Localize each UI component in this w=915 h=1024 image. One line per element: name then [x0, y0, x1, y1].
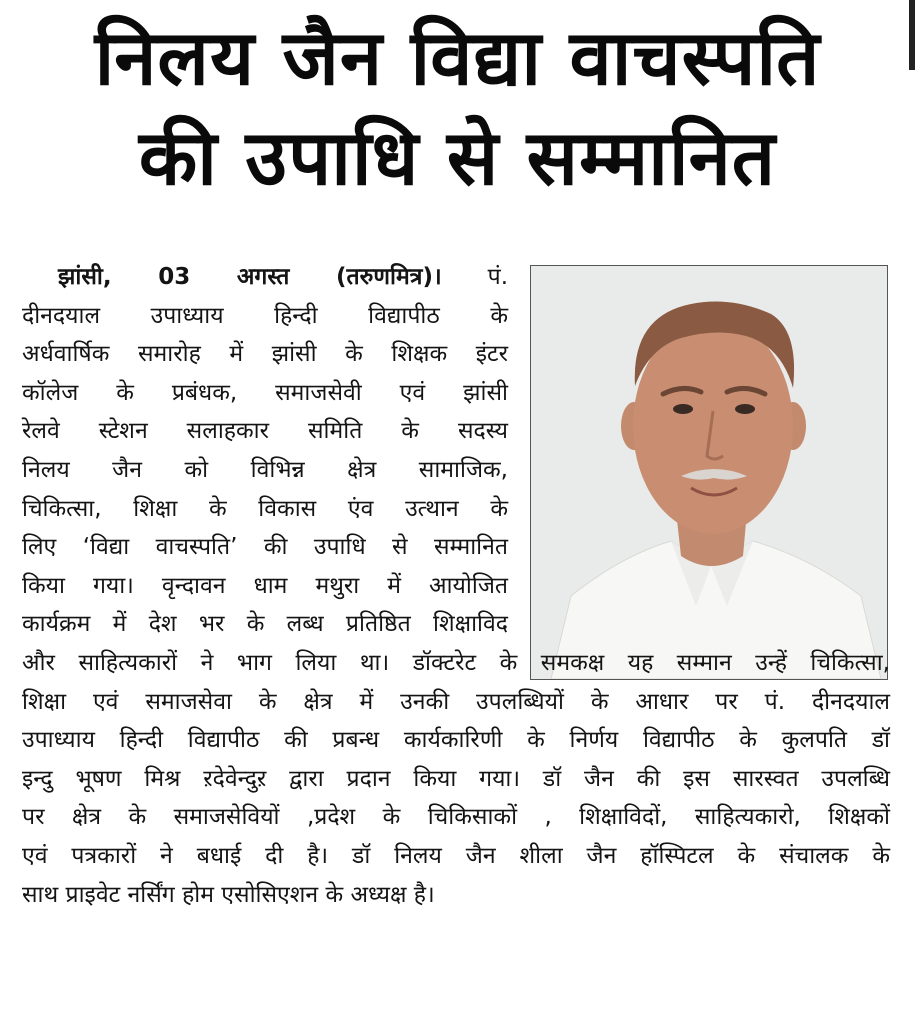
- body-line-11: और साहित्यकारों ने भाग लिया था। डॉक्टरेट के समकक्ष यह सम्मान उन्हें चिकित्सा,: [22, 649, 890, 676]
- body-text-fragment: पं.: [487, 264, 509, 290]
- body-line-7: चिकित्सा, शिक्षा के विकास एंव उत्थान के: [22, 495, 508, 522]
- body-line-9: किया गया। वृन्दावन धाम मथुरा में आयोजित: [22, 572, 508, 599]
- body-line-13: उपाध्याय हिन्दी विद्यापीठ की प्रबन्ध कार्यकारिणी के निर्णय विद्यापीठ के कुलपति डॉ: [22, 727, 890, 754]
- body-line-16: एवं पत्रकारों ने बधाई दी है। डॉ निलय जैन शीला जैन हॉस्पिटल के संचालक के: [22, 842, 890, 869]
- article-body: [22, 258, 890, 914]
- body-line-8: लिए ‘विद्या वाचस्पति’ की उपाधि से सम्मानित: [22, 534, 508, 561]
- headline: [0, 13, 915, 202]
- body-line-6: निलय जैन को विभिन्न क्षेत्र सामाजिक,: [22, 456, 508, 483]
- body-line-1: [22, 258, 508, 297]
- body-line-17: साथ प्राइवेट नर्सिंग होम एसोसिएशन के अध्यक्ष है।: [22, 881, 435, 908]
- body-line-3: अर्धवार्षिक समारोह में झांसी के शिक्षक इंटर: [22, 341, 508, 368]
- headline-line-2: की उपाधि से सम्मानित: [138, 113, 777, 202]
- body-line-14: इन्दु भूषण मिश्र ऱदेवेन्दुऱ द्वारा प्रदान किया गया। डॉ जैन की इस सारस्वत उपलब्धि: [22, 765, 890, 792]
- dateline: झांसी, 03 अगस्त (तरुणमित्र)।: [58, 264, 442, 290]
- headline-line-1: निलय जैन विद्या वाचस्पति: [94, 13, 821, 102]
- body-line-2: दीनदयाल उपाध्याय हिन्दी विद्यापीठ के: [22, 302, 508, 329]
- body-line-5: रेलवे स्टेशन सलाहकार समिति के सदस्य: [22, 418, 508, 445]
- body-line-10: कार्यक्रम में देश भर के लब्ध प्रतिष्ठित शिक्षाविद: [22, 611, 508, 638]
- body-line-4: कॉलेज के प्रबंधक, समाजसेवी एवं झांसी: [22, 379, 508, 406]
- body-line-15: पर क्षेत्र के समाजसेवियों ,प्रदेश के चिकिसाकों , शिक्षाविदों, साहित्यकारो, शिक्षकों: [22, 804, 890, 831]
- body-line-12: शिक्षा एवं समाजसेवा के क्षेत्र में उनकी उपलब्धियों के आधार पर पं. दीनदयाल: [22, 688, 890, 715]
